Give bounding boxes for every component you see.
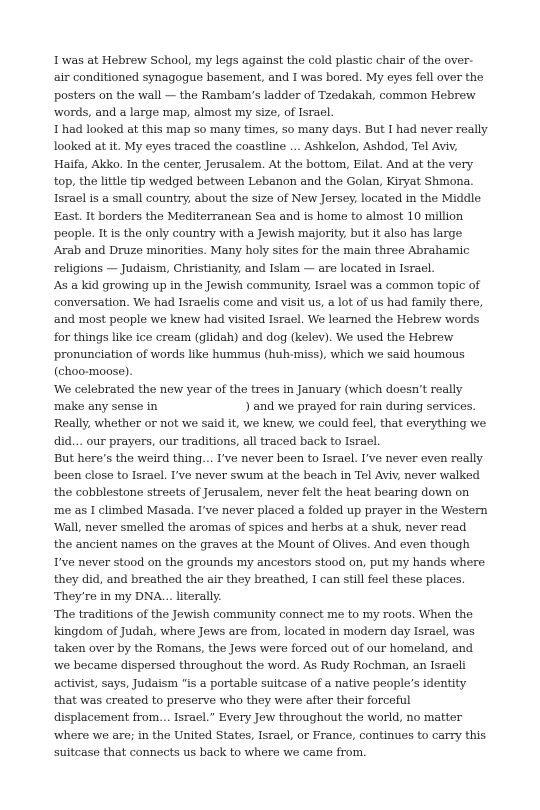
- paragraph-hebrew-school: I was at Hebrew School, my legs against the cold plastic chair of the over-air conditioned synagogue basement, and I was bored. My eyes fell over the posters on the wall — the Rambam’s ladder of Tzedakah, common Hebrew words, and a large map, almost my size, of Israel.: [54, 54, 484, 119]
- paragraph-growing-up: As a kid growing up in the Jewish community, Israel was a common topic of conversation. We had Israelis come and visit us, a lot of us had family there, and most people we knew had visited Israel. We learned the Hebrew words for things like ice cream (glidah) and dog (kelev). We used the Hebrew pronunciation of words like hummus (huh-miss), which we said houmous (choo-moose).: [54, 278, 484, 379]
- paragraph-never-been: But here’s the weird thing… I’ve never been to Israel. I’ve never even really been close to Israel. I’ve never swum at the beach in Tel Aviv, never walked the cobblestone streets of Jerusalem, never felt the heat bearing down on me as I climbed Masada. I’ve never placed a folded up prayer in the Western Wall, never smelled the aromas of spices and herbs at a shuk, never read the ancient names on the graves at the Mount of Olives. And even though I’ve never stood on the grounds my ancestors stood on, put my hands where they did, and breathed the air they breathed, I can still feel these places. They’re in my DNA… literally.: [54, 451, 488, 604]
- paragraph-traditions: The traditions of the Jewish community connect me to my roots. When the kingdom of Judah, where Jews are from, located in modern day Israel, was taken over by the Romans, the Jews were forced out of our homeland, and we became dispersed throughout the word. As Rudy Rochman, an Israeli activist, says, Judaism “is a portable suitcase of a native people’s identity that was created to preserve who they were after their forceful displacement from… Israel.” Every Jew throughout the world, no matter where we are; in the United States, Israel, or France, continues to carry this suitcase that connects us back to where we came from.: [54, 607, 486, 759]
- paragraph-new-year-text-after: ) and we prayed for rain during services.: [245, 399, 476, 413]
- essay-body: [54, 52, 488, 761]
- paragraph-israel-facts: Israel is a small country, about the size of New Jersey, located in the Middle East. It borders the Mediterranean Sea and is home to almost 10 million people. It is the only country with a Jewish majority, but it also has large Arab and Druze minorities. Many holy sites for the main three Abrahamic religions — Judaism, Christianity, and Islam — are located in Israel.: [54, 192, 481, 275]
- paragraph-new-year-text-before: We celebrated the new year of the trees in January (which doesn’t really make any sense in: [54, 382, 463, 413]
- paragraph-traced-back: Really, whether or not we said it, we knew, we could feel, that everything we did… our prayers, our traditions, all traced back to Israel.: [54, 417, 487, 448]
- paragraph-new-year-of-trees: [54, 381, 488, 416]
- paragraph-map: I had looked at this map so many times, so many days. But I had never really looked at it. My eyes traced the coastline … Ashkelon, Ashdod, Tel Aviv, Haifa, Akko. In the center, Jerusalem. At the bottom, Eilat. And at the very top, the little tip wedged between Lebanon and the Golan, Kiryat Shmona.: [54, 123, 488, 189]
